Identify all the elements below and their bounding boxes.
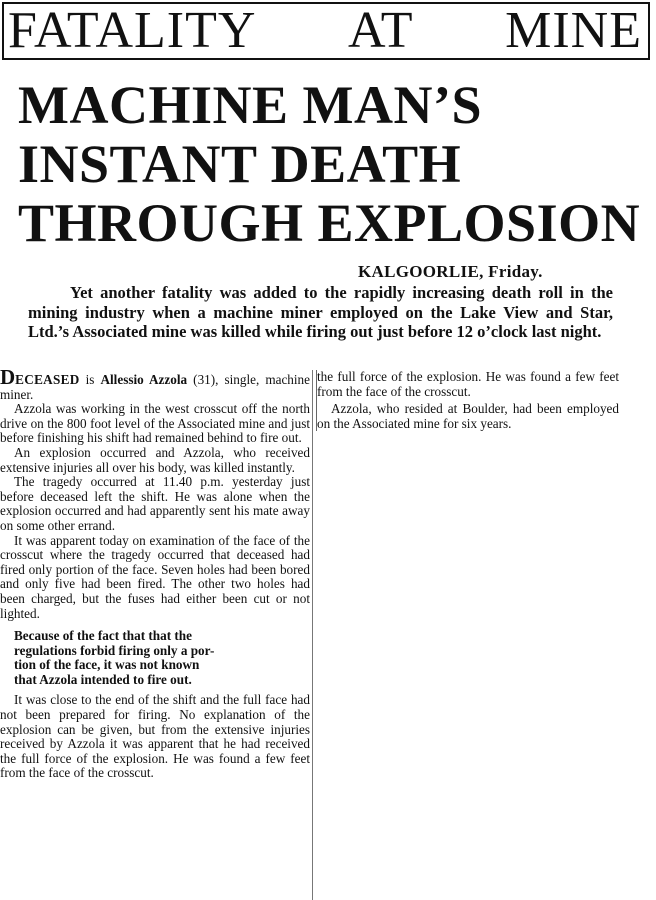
lead-caps: ECEASED — [15, 372, 80, 387]
column-divider — [312, 370, 313, 900]
lead-rest: (31), single, machine miner. — [0, 372, 311, 402]
banner-word-fatality: FATALITY — [8, 2, 257, 59]
lead-name: Allessio Azzola — [100, 372, 188, 387]
bold-line-1: Because of the fact that that the — [14, 628, 192, 644]
lead-paragraph — [0, 365, 311, 402]
article-column-left — [0, 365, 311, 781]
headline-line-2: INSTANT DEATH — [18, 134, 462, 194]
bold-line-3: tion of the face, it was not known — [14, 657, 200, 673]
paragraph-2: An explosion occurred and Azzola, who received extensive injuries all over his body, was killed instantly. — [0, 444, 310, 475]
bold-paragraph — [0, 629, 310, 687]
section-banner — [2, 2, 650, 60]
right-paragraph-1: the full force of the explosion. He was found a few feet from the face of the crosscut. — [317, 369, 619, 399]
bold-line-2: regulations forbid firing only a por- — [14, 642, 215, 658]
headline-line-1: MACHINE MAN’S — [18, 75, 482, 135]
paragraph-3: The tragedy occurred at 11.40 p.m. yesterday just before deceased left the shift. He was alone when the explosion occurred and had apparently sent his mate away on some other errand. — [0, 474, 310, 533]
article-column-right — [316, 370, 619, 431]
paragraph-1: Azzola was working in the west crosscut off the north drive on the 800 foot level of the Associated mine and just before finishing his shift had remained behind to fire out. — [0, 401, 310, 446]
paragraph-4: It was apparent today on examination of the face of the crosscut where the tragedy occurred that deceased had fired only portion of the face. Seven holes had been bored and only five had been fired. The other two holes had been charged, but the fuses had either been cut or not lighted. — [0, 532, 310, 621]
banner-word-at: AT — [347, 2, 414, 59]
headline — [18, 75, 641, 253]
banner-word-mine: MINE — [505, 2, 642, 59]
paragraph-5: It was close to the end of the shift and the full face had not been prepared for firing. No explanation of the explosion can be given, but from the extensive injuries received by Azzola it was apparent that he had received the full force of the explosion. He was found a few feet from the face of the crosscut. — [0, 692, 310, 781]
bold-line-4: that Azzola intended to fire out. — [14, 671, 192, 687]
right-paragraph-2: Azzola, who resided at Boulder, had been employed on the Associated mine for six years. — [317, 401, 619, 431]
drop-cap: D — [0, 365, 16, 389]
dateline: KALGOORLIE, Friday. — [358, 262, 543, 281]
headline-line-3: THROUGH EXPLOSION — [18, 193, 641, 253]
lead-mid: is — [79, 372, 101, 387]
intro-paragraph: Yet another fatality was added to the rapidly increasing death roll in the mining industry when a machine miner employed on the Lake View and Star, Ltd.’s Associated mine was killed while firing out just before 12 o’clock last night. — [28, 283, 613, 342]
